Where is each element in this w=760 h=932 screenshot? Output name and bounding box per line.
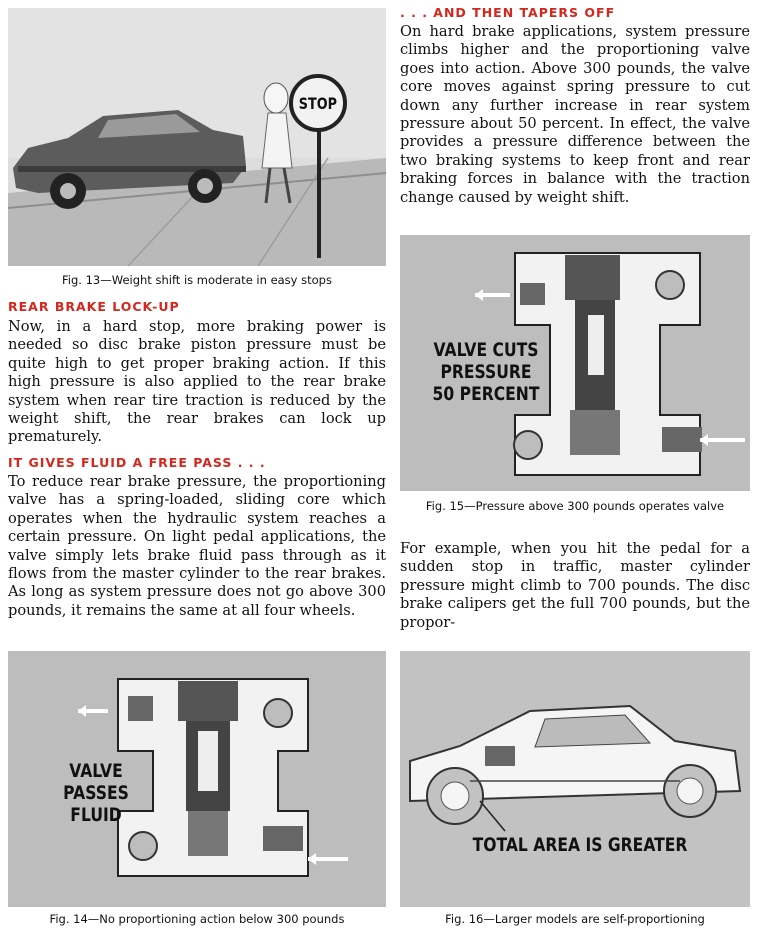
figure-15-caption: Fig. 15—Pressure above 300 pounds operates valve <box>425 499 725 513</box>
valve-cuts-line-1: VALVE CUTS <box>433 339 539 361</box>
total-area-label: TOTAL AREA IS GREATER <box>472 834 688 856</box>
figure-13-illustration <box>8 8 386 266</box>
free-pass-heading: IT GIVES FLUID A FREE PASS . . . <box>8 455 266 470</box>
stop-sign-text: STOP <box>298 93 338 113</box>
valve-cuts-label <box>429 340 544 406</box>
valve-passes-line-1: VALVE <box>69 760 123 782</box>
valve-passes-line-2: PASSES <box>63 781 129 804</box>
rear-lockup-body: Now, in a hard stop, more braking power is needed so disc brake piston pressure must be quite high to get proper braking action. If this high pressure is also applied to the rear brake system when rear tire traction is reduced by the weight shift, the rear brakes can lock up prematurely. <box>8 318 386 446</box>
valve-cuts-line-2: PRESSURE <box>440 360 532 383</box>
valve-passes-line-3: FLUID <box>70 803 122 826</box>
car-cutaway-diagram <box>400 651 750 907</box>
stop-sign <box>289 74 347 132</box>
figure-15-illustration <box>400 235 750 491</box>
tapers-off-body: On hard brake applications, system pressure climbs higher and the proportioning valve goes into action. Above 300 pounds, the valve core moves against spring pressure to cut down any further increase in rear system pressure about 50 percent. In effect, the valve provides a pressure difference between the two braking systems to keep front and rear braking forces in balance with the traction change caused by weight shift. <box>400 23 750 206</box>
valve-cuts-line-3: 50 PERCENT <box>432 382 540 405</box>
tapers-off-heading: . . . AND THEN TAPERS OFF <box>400 5 616 20</box>
figure-14-caption: Fig. 14—No proportioning action below 300 pounds <box>49 912 345 926</box>
figure-14-illustration <box>8 651 386 907</box>
example-body: For example, when you hit the pedal for a sudden stop in traffic, master cylinder pressure might climb to 700 pounds. The disc brake calipers get the full 700 pounds, but the propor- <box>400 540 750 631</box>
valve-passes-label <box>55 761 137 827</box>
figure-16-illustration <box>400 651 750 907</box>
figure-13-caption: Fig. 13—Weight shift is moderate in easy stops <box>62 273 332 287</box>
figure-16-caption: Fig. 16—Larger models are self-proportioning <box>445 912 705 926</box>
free-pass-body: To reduce rear brake pressure, the proportioning valve has a spring-loaded, sliding core which operates when the hydraulic system reaches a certain pressure. On light pedal applications, the valve simply lets brake fluid pass through as it flows from the master cylinder to the rear brakes. As long as system pressure does not go above 300 pounds, it remains the same at all four wheels. <box>8 473 386 619</box>
car-stop-illustration <box>8 8 386 266</box>
rear-lockup-heading: REAR BRAKE LOCK-UP <box>8 299 180 314</box>
